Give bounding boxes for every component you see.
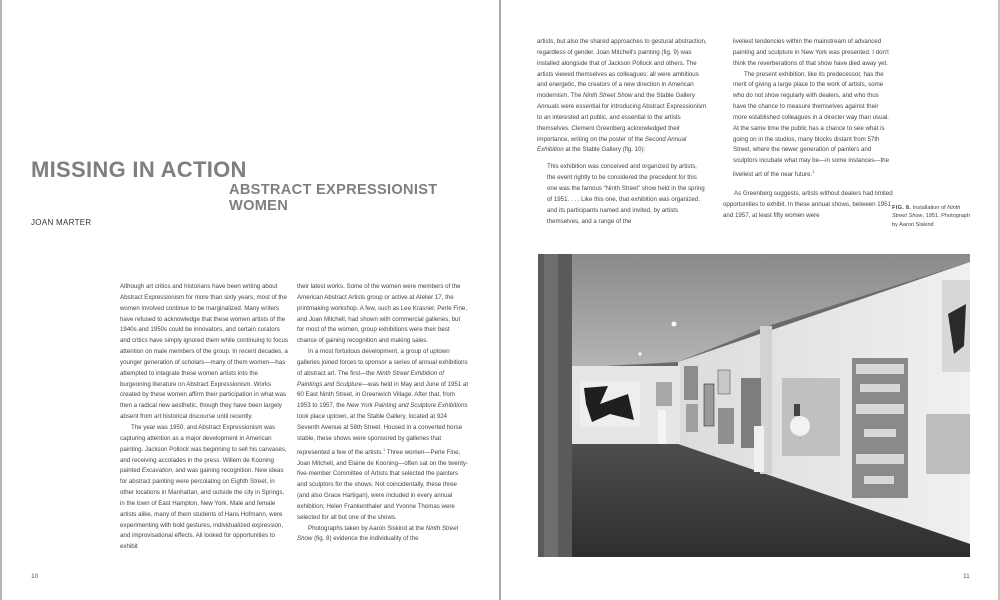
figure-label: FIG. 8. — [892, 205, 912, 211]
paragraph: The year was 1950, and Abstract Expressionism was capturing attention as a major development in American painting. Jackson Pollock was beginning to sell his canvases, and receiving accolades in the press. Willem de Kooning painted Excavation, and was gaining recognition. New ideas for abstract painting were percolating on Eighth Street, in other locations in Manhattan, and outside the city in Springs, in the town of East Hampton, New York. Male and female artists alike, many of them students of Hans Hofmann, were experimenting with bold gestures, individualized expression, and improvisational effects. All looked for opportunities to exhibit — [120, 423, 287, 551]
chapter-title: MISSING IN ACTION — [31, 157, 247, 182]
paragraph: In a most fortuitous development, a group of uptown galleries joined forces to sponsor a series of annual exhibitions of abstract art. The first—the Ninth Street Exhibition of Paintings and Sculpture—was held in May and June of 1951 at 60 East Ninth Street, in Greenwich Village. After that, from 1953 to 1957, the New York Painting and Sculpture Exhibitions took place uptown, at the Stable Gallery, located at 924 Seventh Avenue at 58th Street. Housed in a converted horse stable, these shows were sponsored by galleries that represented a few of the artists.$^1$ Three women—Perle Fine, Joan Mitchell, and Elaine de Kooning—often sat on the twenty-five-member Committee of Artists that selected the painters and sculptors for the shows. Not coincidentally, these three (and also Grace Hartigan), were included in every annual exhibition; Helen Frankenthaler and Yvonne Thomas were selected for all but one of the shows. — [297, 348, 469, 521]
paragraph: their latest works. Some of the women were members of the American Abstract Artists group or active at Atelier 17, the printmaking workshop. A few, such as Lee Krasner, Perle Fine, and Joan Mitchell, had shown with commercial galleries, but for most of the women, group exhibitions were their best chance of gaining recognition and making sales. — [297, 283, 467, 345]
text-column-4 — [723, 37, 893, 222]
page-number: 10 — [31, 573, 39, 580]
text-column-1 — [120, 282, 290, 553]
block-quote: This exhibition was conceived and organized by artists, the event rightly to be considered the precedent for this one was the famous “Ninth Street” show held in the spring of 1951. . . . Like this one, that exhibition was organized, and its participants named and invited, by artists themselves, and a range of the — [547, 163, 705, 225]
paragraph: As Greenberg suggests, artists without dealers had limited opportunities to exhibit. In these annual shows, between 1951 and 1957, at least fifty women were — [723, 190, 893, 219]
chapter-subtitle: ABSTRACT EXPRESSIONIST WOMEN — [229, 182, 438, 214]
paragraph: Photographs taken by Aaron Siskind at the Ninth Street Show (fig. 8) evidence the individuality of the — [297, 524, 459, 543]
footnote-ref: 1 — [383, 446, 386, 452]
text-column-2 — [297, 282, 469, 545]
paragraph: artists, but also the shared approaches to gestural abstraction, regardless of gender. Joan Mitchell's painting (fig. 9) was installed alongside that of Jackson Pollock and others. The artists viewed themselves as colleagues: all were ambitious and energetic, the creators of a new direction in American modernism. The Ninth Street Show and the Stable Gallery Annuals were essential for introducing Abstract Expressionism to an interested art public, and essential to the artists themselves. Clement Greenberg acknowledged their importance, writing on the poster of the Second Annual Exhibition at the Stable Gallery (fig. 10): — [537, 38, 707, 154]
block-quote: The present exhibition, like its predecessor, has the merit of giving a large place to the work of artists, some who do not show regularly with dealers, and who thus have the chance to measure themselves against their more established colleagues in a directer way than usual. At the same time the public has a chance to see what is going on in the studios, many blocks distant from 57th Street, where the newer generation of painters and sculptors incubate what may be—in some instances—the liveliest art of the near future.$^2$ — [733, 70, 889, 179]
block-quote-continued: liveliest tendencies within the mainstream of advanced painting and sculpture in New York was presented. I don't think the reverberations of that show have died away yet. — [733, 38, 889, 67]
text-column-3 — [537, 37, 707, 227]
figure-caption: FIG. 8. Installation of Ninth Street Show, 1951. Photograph by Aaron Siskind — [892, 205, 971, 228]
photo-image — [538, 254, 970, 557]
left-page — [0, 0, 499, 600]
footnote-ref: 2 — [812, 169, 815, 175]
paragraph: Although art critics and historians have been writing about Abstract Expressionism for more than sixty years, most of the women involved continue to be marginalized. Many writers have refused to acknowledge that these women artists of the 1940s and 1950s could be innovators, and certain curators and critics have simply ignored them while continuing to focus attention on male members of the group. In recent decades, a younger generation of scholars—many of them women—has attempted to integrate these women artists into the burgeoning literature on Abstract Expressionism. Works created by these women affirm their participation in what was then a radical new aesthetic, though they have been largely absent from art historical discourse until recently. — [120, 283, 288, 421]
author-name: JOAN MARTER — [31, 218, 92, 227]
page-number: 11 — [963, 573, 970, 580]
gallery-installation-photo — [538, 254, 970, 557]
